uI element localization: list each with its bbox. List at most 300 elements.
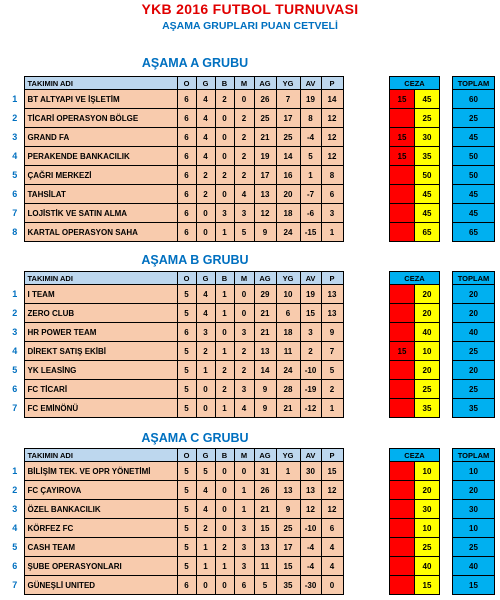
- team-name-cell: GÜNEŞLİ UNITED: [24, 576, 177, 595]
- stat-cell: 1: [215, 342, 234, 361]
- table-row: [6, 204, 343, 223]
- rank-cell: 3: [6, 128, 24, 147]
- team-name-cell: FC TİCARİ: [24, 380, 177, 399]
- toplam-table: [452, 448, 495, 595]
- ceza-penalty-cell: [390, 576, 415, 595]
- rank-cell: 5: [6, 538, 24, 557]
- stat-cell: -10: [300, 361, 321, 380]
- stat-cell: 3: [234, 538, 254, 557]
- stat-cell: 0: [215, 481, 234, 500]
- team-header: TAKIMIN ADI: [24, 449, 177, 462]
- stat-header: P: [321, 449, 343, 462]
- stat-cell: 4: [196, 90, 215, 109]
- toplam-row: [453, 519, 495, 538]
- stat-cell: 19: [300, 285, 321, 304]
- ceza-points-cell: 20: [415, 304, 440, 323]
- stat-cell: 5: [177, 500, 196, 519]
- stat-cell: 14: [276, 147, 300, 166]
- table-row: [6, 557, 343, 576]
- stat-header: YG: [276, 272, 300, 285]
- toplam-cell: 20: [453, 304, 495, 323]
- toplam-cell: 60: [453, 90, 495, 109]
- stat-cell: 3: [234, 519, 254, 538]
- stat-cell: 12: [321, 109, 343, 128]
- table-row: [6, 342, 343, 361]
- stat-cell: 29: [254, 285, 276, 304]
- ceza-points-cell: 45: [415, 90, 440, 109]
- stat-cell: 11: [276, 342, 300, 361]
- ceza-penalty-cell: [390, 185, 415, 204]
- stat-cell: 12: [300, 500, 321, 519]
- ceza-header: CEZA: [390, 272, 440, 285]
- ceza-penalty-cell: [390, 304, 415, 323]
- stat-header: O: [177, 77, 196, 90]
- team-name-cell: CASH TEAM: [24, 538, 177, 557]
- toplam-cell: 25: [453, 109, 495, 128]
- stat-cell: 17: [254, 166, 276, 185]
- rank-cell: 6: [6, 557, 24, 576]
- toplam-row: [453, 500, 495, 519]
- ceza-penalty-cell: [390, 538, 415, 557]
- stat-cell: 0: [215, 500, 234, 519]
- stat-cell: 10: [276, 285, 300, 304]
- stat-cell: 6: [234, 576, 254, 595]
- ceza-table: [389, 76, 440, 242]
- toplam-row: [453, 109, 495, 128]
- stat-cell: 0: [196, 380, 215, 399]
- stat-cell: 6: [177, 185, 196, 204]
- stat-cell: 0: [215, 109, 234, 128]
- stat-cell: 1: [300, 166, 321, 185]
- table-row: [6, 500, 343, 519]
- stat-cell: 13: [254, 342, 276, 361]
- table-row: [6, 128, 343, 147]
- stat-header: B: [215, 272, 234, 285]
- group-title: AŞAMA A GRUBU: [141, 56, 249, 70]
- stat-cell: 0: [196, 223, 215, 242]
- stat-cell: 0: [234, 90, 254, 109]
- ceza-penalty-cell: 15: [390, 342, 415, 361]
- stat-cell: 2: [300, 342, 321, 361]
- rank-cell: 2: [6, 481, 24, 500]
- stat-cell: 21: [276, 399, 300, 418]
- table-row: [6, 90, 343, 109]
- toplam-cell: 20: [453, 481, 495, 500]
- stat-cell: 12: [254, 204, 276, 223]
- stat-cell: 0: [321, 576, 343, 595]
- ceza-row: [390, 462, 440, 481]
- ceza-points-cell: 35: [415, 147, 440, 166]
- ceza-points-cell: 10: [415, 519, 440, 538]
- ceza-penalty-cell: [390, 519, 415, 538]
- ceza-row: [390, 128, 440, 147]
- table-row: [6, 147, 343, 166]
- stat-cell: 0: [215, 147, 234, 166]
- stat-cell: 2: [234, 342, 254, 361]
- stat-cell: 1: [215, 557, 234, 576]
- standings-table: [6, 76, 344, 242]
- stat-header: B: [215, 77, 234, 90]
- toplam-row: [453, 399, 495, 418]
- stat-cell: 0: [196, 399, 215, 418]
- stat-cell: 2: [215, 166, 234, 185]
- stat-cell: 21: [254, 304, 276, 323]
- stat-cell: 14: [254, 361, 276, 380]
- stat-cell: 7: [276, 90, 300, 109]
- table-row: [6, 462, 343, 481]
- toplam-row: [453, 285, 495, 304]
- stat-cell: 6: [177, 90, 196, 109]
- toplam-cell: 20: [453, 361, 495, 380]
- stat-cell: 25: [254, 109, 276, 128]
- stat-cell: 6: [177, 323, 196, 342]
- stat-header: AG: [254, 272, 276, 285]
- stat-cell: 26: [254, 481, 276, 500]
- stat-cell: 7: [321, 342, 343, 361]
- stat-header: YG: [276, 77, 300, 90]
- stat-cell: 0: [215, 519, 234, 538]
- stat-cell: 12: [321, 147, 343, 166]
- ceza-row: [390, 90, 440, 109]
- rank-header: [6, 449, 24, 462]
- ceza-points-cell: 40: [415, 323, 440, 342]
- toplam-cell: 50: [453, 166, 495, 185]
- stat-cell: 2: [215, 90, 234, 109]
- stat-cell: 5: [177, 557, 196, 576]
- stat-cell: -7: [300, 185, 321, 204]
- stat-cell: 15: [254, 519, 276, 538]
- table-row: [6, 361, 343, 380]
- stat-cell: 13: [321, 304, 343, 323]
- ceza-row: [390, 576, 440, 595]
- stat-cell: 0: [234, 285, 254, 304]
- rank-header: [6, 272, 24, 285]
- ceza-header: CEZA: [390, 449, 440, 462]
- toplam-row: [453, 223, 495, 242]
- stat-cell: 3: [196, 323, 215, 342]
- ceza-penalty-cell: [390, 500, 415, 519]
- toplam-cell: 45: [453, 185, 495, 204]
- stat-header: G: [196, 77, 215, 90]
- rank-cell: 2: [6, 304, 24, 323]
- ceza-points-cell: 10: [415, 342, 440, 361]
- stat-header: AV: [300, 449, 321, 462]
- stat-cell: 2: [234, 166, 254, 185]
- ceza-penalty-cell: 15: [390, 147, 415, 166]
- stat-cell: 1: [276, 462, 300, 481]
- stat-cell: 0: [215, 462, 234, 481]
- stat-cell: 21: [254, 128, 276, 147]
- stat-cell: 24: [276, 361, 300, 380]
- ceza-penalty-cell: [390, 223, 415, 242]
- ceza-penalty-cell: [390, 323, 415, 342]
- stat-cell: 6: [177, 128, 196, 147]
- stat-cell: 25: [276, 128, 300, 147]
- stat-cell: 9: [276, 500, 300, 519]
- stat-cell: 2: [234, 109, 254, 128]
- toplam-cell: 40: [453, 323, 495, 342]
- stat-header: AG: [254, 449, 276, 462]
- team-name-cell: BT ALTYAPI VE İŞLETİM: [24, 90, 177, 109]
- ceza-points-cell: 20: [415, 361, 440, 380]
- stat-cell: 5: [177, 538, 196, 557]
- ceza-row: [390, 204, 440, 223]
- stat-cell: 4: [196, 147, 215, 166]
- stat-cell: -4: [300, 538, 321, 557]
- stat-cell: 15: [276, 557, 300, 576]
- stat-cell: 13: [276, 481, 300, 500]
- rank-header: [6, 77, 24, 90]
- ceza-points-cell: 50: [415, 166, 440, 185]
- rank-cell: 4: [6, 342, 24, 361]
- team-name-cell: TİCARİ OPERASYON BÖLGE: [24, 109, 177, 128]
- toplam-row: [453, 185, 495, 204]
- stat-header: M: [234, 449, 254, 462]
- stat-cell: 4: [321, 557, 343, 576]
- stat-cell: 11: [254, 557, 276, 576]
- ceza-row: [390, 380, 440, 399]
- stat-cell: 6: [177, 223, 196, 242]
- toplam-row: [453, 342, 495, 361]
- team-name-cell: LOJİSTİK VE SATIN ALMA: [24, 204, 177, 223]
- stat-cell: 4: [196, 109, 215, 128]
- stat-cell: 21: [254, 323, 276, 342]
- rank-cell: 4: [6, 519, 24, 538]
- team-name-cell: DİREKT SATIŞ EKİBİ: [24, 342, 177, 361]
- stat-cell: 2: [234, 361, 254, 380]
- stat-cell: 0: [215, 128, 234, 147]
- rank-cell: 1: [6, 462, 24, 481]
- stat-cell: 31: [254, 462, 276, 481]
- stat-cell: 2: [196, 185, 215, 204]
- stat-header: P: [321, 77, 343, 90]
- toplam-cell: 10: [453, 519, 495, 538]
- stat-cell: 3: [234, 204, 254, 223]
- stat-cell: -12: [300, 399, 321, 418]
- stat-cell: 4: [196, 304, 215, 323]
- toplam-row: [453, 481, 495, 500]
- stat-cell: 0: [234, 304, 254, 323]
- stat-header: YG: [276, 449, 300, 462]
- stat-cell: 2: [321, 380, 343, 399]
- toplam-row: [453, 576, 495, 595]
- stat-cell: 4: [196, 128, 215, 147]
- team-header: TAKIMIN ADI: [24, 77, 177, 90]
- toplam-row: [453, 361, 495, 380]
- toplam-cell: 25: [453, 380, 495, 399]
- stat-cell: 5: [177, 519, 196, 538]
- ceza-penalty-cell: 15: [390, 128, 415, 147]
- ceza-table: [389, 271, 440, 418]
- table-row: [6, 304, 343, 323]
- stat-cell: 8: [321, 166, 343, 185]
- stat-cell: 6: [276, 304, 300, 323]
- stat-cell: 1: [215, 304, 234, 323]
- table-row: [6, 538, 343, 557]
- stat-cell: 5: [300, 147, 321, 166]
- rank-cell: 7: [6, 576, 24, 595]
- team-name-cell: GRAND FA: [24, 128, 177, 147]
- stat-cell: 1: [196, 538, 215, 557]
- stat-cell: 5: [177, 304, 196, 323]
- stat-cell: 5: [254, 576, 276, 595]
- ceza-points-cell: 10: [415, 462, 440, 481]
- stat-cell: 20: [276, 185, 300, 204]
- team-name-cell: ÖZEL BANKACILIK: [24, 500, 177, 519]
- stat-cell: 1: [215, 285, 234, 304]
- toplam-cell: 20: [453, 285, 495, 304]
- stat-cell: 5: [177, 462, 196, 481]
- stat-cell: 13: [254, 538, 276, 557]
- stat-cell: 28: [276, 380, 300, 399]
- ceza-row: [390, 185, 440, 204]
- ceza-penalty-cell: [390, 204, 415, 223]
- toplam-cell: 45: [453, 204, 495, 223]
- team-name-cell: ZERO CLUB: [24, 304, 177, 323]
- rank-cell: 6: [6, 380, 24, 399]
- table-row: [6, 285, 343, 304]
- stat-header: P: [321, 272, 343, 285]
- ceza-table: [389, 448, 440, 595]
- rank-cell: 4: [6, 147, 24, 166]
- stat-cell: 2: [196, 519, 215, 538]
- stat-header: AV: [300, 77, 321, 90]
- ceza-row: [390, 519, 440, 538]
- stat-cell: 6: [177, 204, 196, 223]
- toplam-cell: 40: [453, 557, 495, 576]
- table-row: [6, 399, 343, 418]
- table-row: [6, 481, 343, 500]
- stat-cell: 5: [177, 361, 196, 380]
- stat-cell: 3: [215, 204, 234, 223]
- stat-cell: 4: [196, 481, 215, 500]
- ceza-points-cell: 25: [415, 109, 440, 128]
- toplam-row: [453, 462, 495, 481]
- stat-cell: -10: [300, 519, 321, 538]
- team-name-cell: ÇAĞRI MERKEZİ: [24, 166, 177, 185]
- stat-cell: 15: [321, 462, 343, 481]
- team-name-cell: I TEAM: [24, 285, 177, 304]
- stat-cell: 0: [196, 204, 215, 223]
- toplam-row: [453, 128, 495, 147]
- team-name-cell: HR POWER TEAM: [24, 323, 177, 342]
- stat-cell: 2: [234, 147, 254, 166]
- toplam-row: [453, 147, 495, 166]
- stat-cell: 4: [234, 185, 254, 204]
- ceza-row: [390, 285, 440, 304]
- stat-cell: 9: [321, 323, 343, 342]
- ceza-points-cell: 20: [415, 285, 440, 304]
- ceza-row: [390, 147, 440, 166]
- stat-cell: 3: [300, 323, 321, 342]
- stat-cell: -30: [300, 576, 321, 595]
- stat-cell: 2: [215, 361, 234, 380]
- ceza-penalty-cell: [390, 399, 415, 418]
- stat-cell: 16: [276, 166, 300, 185]
- stat-cell: 35: [276, 576, 300, 595]
- ceza-row: [390, 323, 440, 342]
- stat-cell: 0: [215, 576, 234, 595]
- toplam-row: [453, 304, 495, 323]
- stat-cell: 4: [234, 399, 254, 418]
- team-name-cell: YK LEASİNG: [24, 361, 177, 380]
- ceza-points-cell: 20: [415, 481, 440, 500]
- ceza-penalty-cell: [390, 462, 415, 481]
- stat-header: O: [177, 449, 196, 462]
- toplam-row: [453, 166, 495, 185]
- stat-cell: 6: [321, 519, 343, 538]
- toplam-row: [453, 538, 495, 557]
- stat-cell: 1: [234, 500, 254, 519]
- stat-cell: 5: [177, 481, 196, 500]
- stat-cell: 4: [196, 285, 215, 304]
- stat-cell: 1: [321, 399, 343, 418]
- team-name-cell: PERAKENDE BANKACILIK: [24, 147, 177, 166]
- stat-cell: 13: [254, 185, 276, 204]
- stat-cell: -6: [300, 204, 321, 223]
- stat-cell: 0: [234, 462, 254, 481]
- ceza-row: [390, 166, 440, 185]
- stat-cell: 17: [276, 109, 300, 128]
- stat-cell: 13: [300, 481, 321, 500]
- stat-cell: 14: [321, 90, 343, 109]
- stat-cell: -15: [300, 223, 321, 242]
- page-subtitle: AŞAMA GRUPLARI PUAN CETVELİ: [162, 20, 338, 32]
- stat-cell: 8: [300, 109, 321, 128]
- stat-cell: 21: [254, 500, 276, 519]
- stat-cell: 17: [276, 538, 300, 557]
- toplam-cell: 25: [453, 342, 495, 361]
- stat-cell: 0: [215, 323, 234, 342]
- stat-cell: 3: [234, 323, 254, 342]
- toplam-cell: 15: [453, 576, 495, 595]
- stat-cell: 12: [321, 481, 343, 500]
- ceza-row: [390, 304, 440, 323]
- rank-cell: 8: [6, 223, 24, 242]
- ceza-points-cell: 45: [415, 204, 440, 223]
- stat-cell: 18: [276, 323, 300, 342]
- stat-cell: 12: [321, 128, 343, 147]
- stat-cell: 2: [234, 128, 254, 147]
- stat-cell: 19: [254, 147, 276, 166]
- ceza-penalty-cell: [390, 481, 415, 500]
- ceza-row: [390, 361, 440, 380]
- stat-cell: 19: [300, 90, 321, 109]
- ceza-points-cell: 25: [415, 538, 440, 557]
- stat-cell: 1: [321, 223, 343, 242]
- stat-cell: 9: [254, 380, 276, 399]
- table-row: [6, 166, 343, 185]
- ceza-row: [390, 538, 440, 557]
- ceza-row: [390, 223, 440, 242]
- table-row: [6, 185, 343, 204]
- ceza-points-cell: 30: [415, 500, 440, 519]
- stat-cell: 9: [254, 399, 276, 418]
- rank-cell: 2: [6, 109, 24, 128]
- rank-cell: 3: [6, 500, 24, 519]
- toplam-cell: 30: [453, 500, 495, 519]
- ceza-penalty-cell: [390, 166, 415, 185]
- stat-cell: 3: [234, 557, 254, 576]
- toplam-header: TOPLAM: [453, 272, 495, 285]
- toplam-header: TOPLAM: [453, 449, 495, 462]
- standings-table: [6, 448, 344, 595]
- stat-header: O: [177, 272, 196, 285]
- stat-cell: 6: [177, 166, 196, 185]
- ceza-row: [390, 342, 440, 361]
- stat-cell: 5: [234, 223, 254, 242]
- stat-cell: 18: [276, 204, 300, 223]
